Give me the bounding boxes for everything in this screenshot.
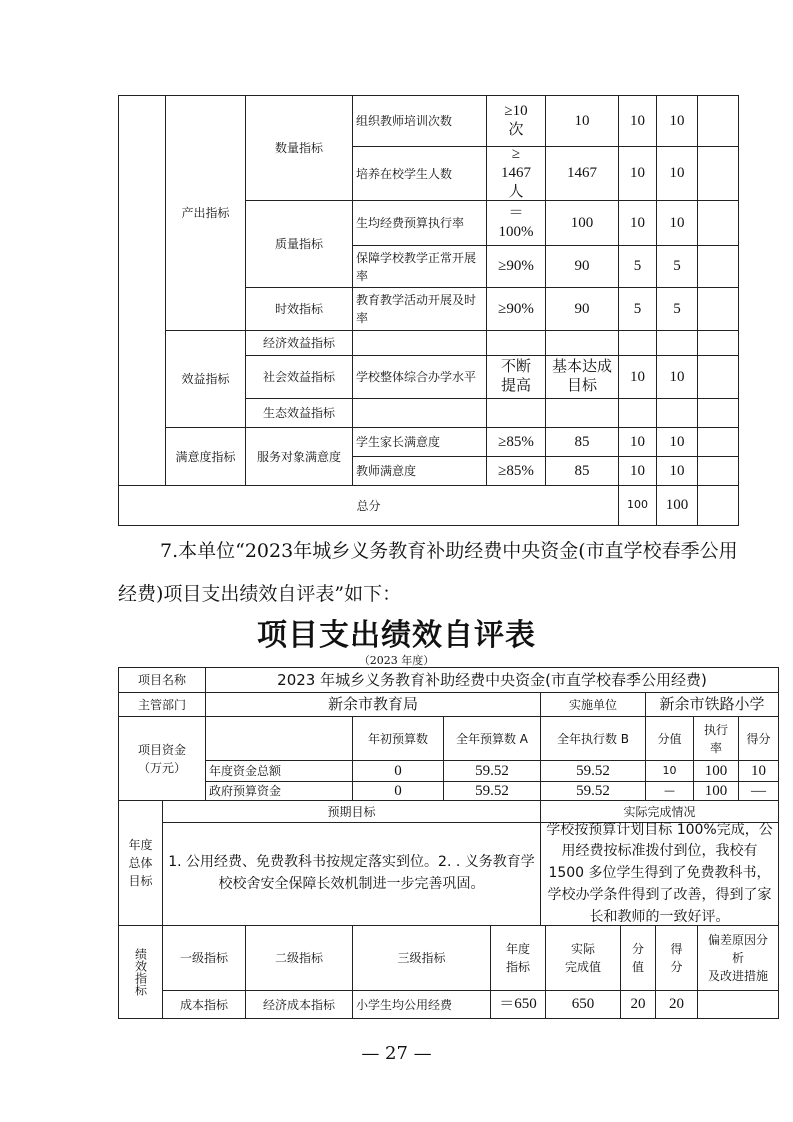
note-cell: [697, 330, 739, 356]
funds-annual: 59.52: [443, 760, 541, 782]
page-number: — 27 —: [361, 1043, 432, 1064]
note-cell: [697, 245, 739, 288]
target-value: [486, 398, 546, 428]
funds-executed: 59.52: [540, 760, 646, 782]
funds-initial: 0: [352, 781, 444, 801]
perf-header: 年度 指标: [490, 925, 546, 991]
perf-header: 得 分: [655, 925, 698, 991]
weight-value: 10: [618, 146, 657, 201]
level3-indicator: 保障学校教学正常开展率: [352, 245, 487, 288]
funds-score: —: [738, 781, 779, 801]
note-cell: [697, 485, 739, 526]
level3-indicator: 教师满意度: [352, 456, 487, 486]
actual-value: 90: [545, 287, 619, 331]
perf-header: 一级指标: [162, 925, 246, 991]
perf-note: [697, 990, 779, 1019]
score-value: [656, 330, 698, 356]
target-value: ≥85%: [486, 427, 546, 457]
funds-row-label: 政府预算资金: [205, 781, 353, 801]
perf-header: 二级指标: [245, 925, 353, 991]
score-value: 5: [656, 245, 698, 288]
target-value: ≥85%: [486, 456, 546, 486]
weight-value: 10: [618, 95, 657, 147]
level3-indicator: [352, 330, 487, 356]
perf-l3: 小学生均公用经费: [352, 990, 491, 1019]
level3-indicator: 教育教学活动开展及时率: [352, 287, 487, 331]
weight-value: 10: [618, 456, 657, 486]
score-value: 10: [656, 95, 698, 147]
level2-indicator: 时效指标: [245, 287, 353, 331]
funds-weight: 10: [645, 760, 694, 782]
funds-score: 10: [738, 760, 779, 782]
actual-value: 90: [545, 245, 619, 288]
perf-l1: 成本指标: [162, 990, 246, 1019]
perf-header: 分 值: [620, 925, 656, 991]
funds-header: 分值: [645, 716, 694, 761]
total-score: 100: [656, 485, 698, 526]
perf-header: 实际 完成值: [545, 925, 621, 991]
note-cell: [697, 456, 739, 486]
level1-indicator: 效益指标: [165, 330, 246, 428]
target-value: ≥ 1467 人: [486, 146, 546, 201]
funds-rate: 100: [693, 760, 739, 782]
funds-header: 全年预算数 A: [443, 716, 541, 761]
level3-indicator: 生均经费预算执行率: [352, 200, 487, 246]
score-value: 10: [656, 200, 698, 246]
actual-value: 1467: [545, 146, 619, 201]
perf-actual: 650: [545, 990, 621, 1019]
weight-value: 10: [618, 355, 657, 399]
weight-value: [618, 398, 657, 428]
score-value: [656, 398, 698, 428]
actual-value: 10: [545, 95, 619, 147]
perf-target: ＝650: [490, 990, 546, 1019]
blank-cell: [118, 95, 166, 486]
target-value: [486, 330, 546, 356]
level2-indicator: 经济效益指标: [245, 330, 353, 356]
actual-value: [545, 330, 619, 356]
target-value: 不断 提高: [486, 355, 546, 399]
perf-score: 20: [655, 990, 698, 1019]
table-year: （2023 年度）: [358, 654, 435, 667]
funds-annual: 59.52: [443, 781, 541, 801]
section-paragraph: 7.本单位“2023年城乡义务教育补助经费中央资金(市直学校春季公用经费)项目支出绩效自评表”如下：: [118, 540, 738, 605]
note-cell: [697, 95, 739, 147]
level1-indicator: 满意度指标: [165, 427, 246, 486]
project-name-label: 项目名称: [118, 667, 206, 693]
total-weight: 100: [618, 485, 657, 526]
weight-value: 10: [618, 200, 657, 246]
level2-indicator: 社会效益指标: [245, 355, 353, 399]
actual-header: 实际完成情况: [540, 800, 779, 823]
total-label: 总分: [118, 485, 619, 526]
dept-label: 主管部门: [118, 692, 206, 717]
funds-rate: 100: [693, 781, 739, 801]
table-title: 项目支出绩效自评表: [257, 618, 536, 653]
actual-value: 100: [545, 200, 619, 246]
score-value: 10: [656, 427, 698, 457]
funds-weight: —: [645, 781, 694, 801]
perf-l2: 经济成本指标: [245, 990, 353, 1019]
target-value: ＝ 100%: [486, 200, 546, 246]
goals-label: 年度 总体 目标: [118, 800, 163, 926]
level3-indicator: 学生家长满意度: [352, 427, 487, 457]
note-cell: [697, 398, 739, 428]
dept-value: 新余市教育局: [205, 692, 541, 717]
target-value: ≥90%: [486, 287, 546, 331]
actual-value: 85: [545, 456, 619, 486]
actual-value: 85: [545, 427, 619, 457]
level3-indicator: 培养在校学生人数: [352, 146, 487, 201]
target-value: ≥90%: [486, 245, 546, 288]
perf-label: 绩效指标: [118, 925, 163, 1019]
note-cell: [697, 355, 739, 399]
level2-indicator: 生态效益指标: [245, 398, 353, 428]
impl-value: 新余市铁路小学: [645, 692, 779, 717]
note-cell: [697, 146, 739, 201]
project-name: 2023 年城乡义务教育补助经费中央资金(市直学校春季公用经费): [205, 667, 779, 693]
score-value: 10: [656, 456, 698, 486]
weight-value: 5: [618, 245, 657, 288]
weight-value: [618, 330, 657, 356]
impl-label: 实施单位: [540, 692, 646, 717]
funds-label: 项目资金 （万元）: [118, 716, 206, 801]
note-cell: [697, 287, 739, 331]
actual-value: 基本达成 目标: [545, 355, 619, 399]
level3-indicator: [352, 398, 487, 428]
note-cell: [697, 427, 739, 457]
level1-indicator: 产出指标: [165, 95, 246, 331]
weight-value: 10: [618, 427, 657, 457]
weight-value: 5: [618, 287, 657, 331]
funds-header: 执行 率: [693, 716, 739, 761]
score-value: 10: [656, 146, 698, 201]
expected-header: 预期目标: [162, 800, 541, 823]
target-value: ≥10 次: [486, 95, 546, 147]
level3-indicator: 组织教师培训次数: [352, 95, 487, 147]
level2-indicator: 质量指标: [245, 200, 353, 288]
note-cell: [697, 200, 739, 246]
level2-indicator: 数量指标: [245, 95, 353, 201]
perf-weight: 20: [620, 990, 656, 1019]
score-value: 10: [656, 355, 698, 399]
perf-header: 三级指标: [352, 925, 491, 991]
actual-result: 学校按预算计划目标 100%完成，公用经费按标准拨付到位，我校有 1500 多位学生得到了免费教科书，学校办学条件得到了改善，得到了家长和教师的一致好评。: [540, 822, 779, 926]
funds-header: 全年执行数 B: [540, 716, 646, 761]
funds-header: 得分: [738, 716, 779, 761]
blank-cell: [205, 716, 353, 761]
actual-value: [545, 398, 619, 428]
expected-goal: 1. 公用经费、免费教科书按规定落实到位。2. . 义务教育学校校舍安全保障长效机制进一步完善巩固。: [162, 822, 541, 926]
funds-header: 年初预算数: [352, 716, 444, 761]
score-value: 5: [656, 287, 698, 331]
funds-executed: 59.52: [540, 781, 646, 801]
funds-row-label: 年度资金总额: [205, 760, 353, 782]
funds-initial: 0: [352, 760, 444, 782]
perf-header: 偏差原因分 析 及改进措施: [697, 925, 779, 991]
level3-indicator: 学校整体综合办学水平: [352, 355, 487, 399]
level2-indicator: 服务对象满意度: [245, 427, 353, 486]
